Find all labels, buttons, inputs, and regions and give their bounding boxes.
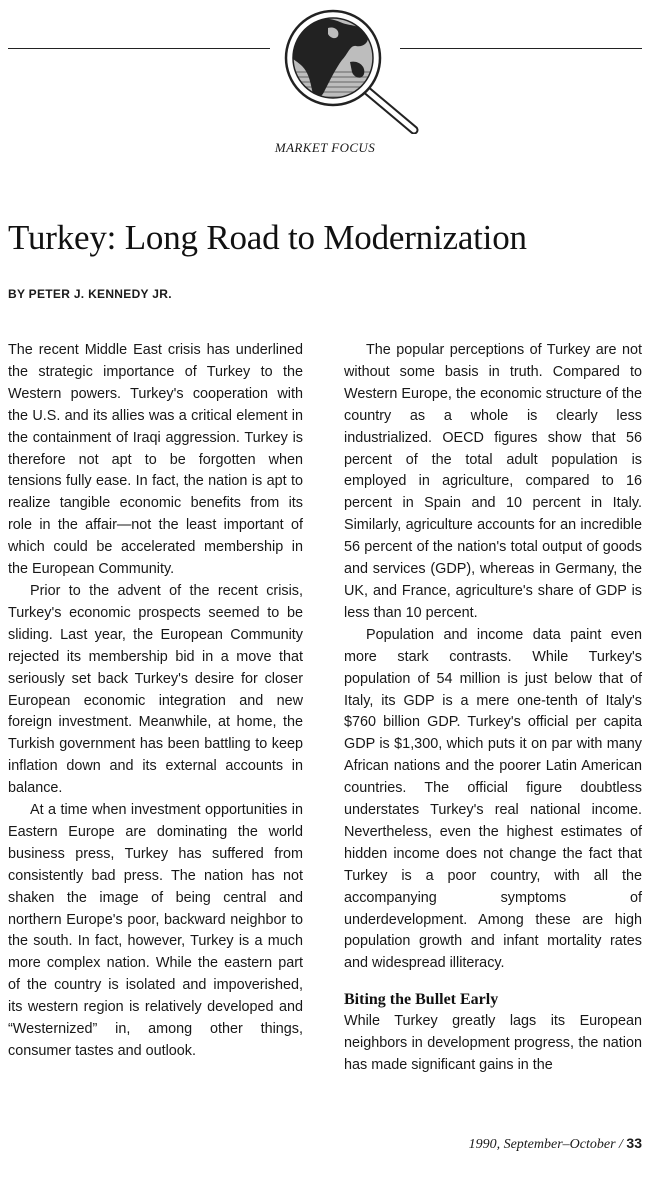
masthead-rule-left	[8, 48, 270, 49]
paragraph: While Turkey greatly lags its European neighbors in development progress, the nation has made significant gains in the	[344, 1013, 642, 1074]
section-label: MARKET FOCUS	[274, 140, 376, 155]
article-title: Turkey: Long Road to Modernization	[8, 218, 527, 257]
masthead-rule-right	[400, 48, 642, 49]
article-byline: BY PETER J. KENNEDY JR.	[8, 287, 172, 301]
subhead: Biting the Bullet Early	[344, 991, 499, 1009]
page-footer	[469, 1135, 642, 1153]
paragraph: Prior to the advent of the recent crisis, Turkey's economic prospects seemed to be sliding. Last year, the European Community rejected its membership bid in a move that seriously set back Turkey's desire for closer European economic integration and new foreign investment. Meanwhile, at home, the Turkish government has been battling to keep inflation down and its external accounts in balance.	[8, 582, 303, 797]
page-number: 33	[626, 1135, 642, 1151]
paragraph: The recent Middle East crisis has underlined the strategic importance of Turkey to the Western powers. Turkey's cooperation with the U.S. and its allies was a critical element in the containment of Iraqi aggression. Turkey is therefore not apt to be forgotten when tensions fully ease. In fact, the nation is apt to realize tangible economic benefits from its role in the affair—not the least important of which could be accelerated membership in the European Community.	[8, 342, 303, 578]
paragraph: Population and income data paint even more stark contrasts. While Turkey's population of 54 million is just below that of Italy, its GDP is a mere one-tenth of Italy's $760 billion GDP. Turkey's official per capita GDP is $1,300, which puts it on par with many African nations and the poorer Latin American countries. The official figure doubtless understates Turkey's real national income. Nevertheless, even the highest estimates of hidden income does not change the fact that Turkey is a poor country, with all the accompanying symptoms of underdevelopment. Among these are high population growth and infant mortality rates and widespread illiteracy.	[344, 626, 642, 972]
right-column	[344, 340, 642, 1077]
paragraph: At a time when investment opportunities in Eastern Europe are dominating the world business press, Turkey has suffered from consistently bad press. The nation has not shaken the image of being central and northern Europe's poor, backward neighbor to the south. In fact, however, Turkey is a much more complex nation. While the eastern part of the country is isolated and impoverished, its western region is relatively developed and “Westernized” in, among other things, consumer tastes and outlook.	[8, 802, 303, 1059]
paragraph: The popular perceptions of Turkey are not without some basis in truth. Compared to Western Europe, the economic structure of the country as a whole is clearly less industrialized. OECD figures show that 56 percent of the total adult population is employed in agriculture, compared to 16 percent in Spain and 10 percent in Italy. Similarly, agriculture accounts for an incredible 56 percent of the nation's total output of goods and services (GDP), whereas in Germany, the UK, and France, agriculture's share of GDP is less than 10 percent.	[344, 342, 642, 621]
left-column	[8, 340, 303, 1063]
issue-date: 1990, September–October /	[468, 1137, 623, 1152]
globe-magnifier-icon	[268, 2, 428, 134]
